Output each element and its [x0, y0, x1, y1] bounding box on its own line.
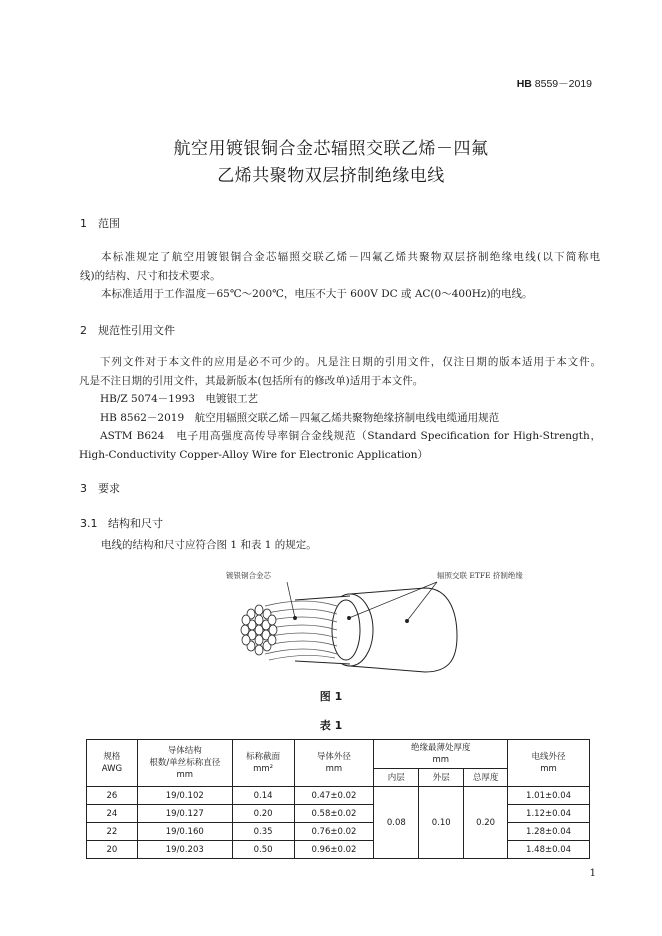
table-row: [87, 841, 590, 859]
figure-label-insulation: 辐照交联 ETFE 挤制绝缘: [437, 571, 523, 580]
reference-item-cont: High-Conductivity Copper-Alloy Wire for Electronic Application）: [79, 448, 429, 461]
table-header-row: [87, 740, 590, 769]
header-unit: mm: [540, 764, 557, 774]
header-total: 总厚度: [464, 769, 508, 787]
standard-prefix: HB: [516, 78, 532, 90]
cell-area: 0.20: [232, 805, 294, 823]
header-inner: 内层: [374, 769, 419, 787]
header-gauge: [87, 740, 138, 787]
header-outer: 外层: [419, 769, 464, 787]
cell-wire-od: 1.48±0.04: [508, 841, 590, 859]
table-row: [87, 823, 590, 841]
section-number: 3: [80, 482, 87, 495]
cell-awg: 22: [87, 823, 138, 841]
header-unit: mm: [325, 764, 343, 774]
cell-area: 0.14: [232, 787, 294, 805]
cell-wire-od: 1.01±0.04: [508, 787, 590, 805]
header-unit: mm²: [253, 764, 274, 774]
cell-area: 0.50: [232, 841, 294, 859]
header-wire-od: [508, 740, 590, 787]
paragraph-cont: 线)的结构、尺寸和技术要求。: [80, 269, 221, 282]
figure-caption: 图 1: [319, 690, 343, 703]
header-structure: [137, 740, 232, 787]
section-title: 规范性引用文件: [98, 324, 175, 337]
section-1-body: [80, 248, 600, 304]
header-area: [232, 740, 294, 787]
cell-awg: 26: [87, 787, 138, 805]
cell-conductor-od: 0.76±0.02: [294, 823, 374, 841]
paragraph: 本标准规定了航空用镀银铜合金芯辐照交联乙烯－四氟乙烯共聚物双层挤制绝缘电线(以下简称电: [101, 251, 600, 263]
header-text: 导体结构: [167, 746, 202, 756]
section-title: 要求: [98, 482, 120, 495]
cell-wire-od: 1.12±0.04: [508, 805, 590, 823]
cell-structure: 19/0.102: [137, 787, 232, 805]
figure-label-conductor: 镀银铜合金芯: [226, 571, 271, 580]
header-conductor-od: [294, 740, 374, 787]
section-title: 范围: [98, 217, 120, 230]
paragraph: 下列文件对于本文件的应用是必不可少的。凡是注日期的引用文件，仅注日期的版本适用于本文件。: [100, 356, 601, 368]
header-text: 标称截面: [246, 752, 281, 762]
section-1-heading: [80, 215, 120, 231]
cell-structure: 19/0.203: [137, 841, 232, 859]
header-subtext: 根数/单丝标称直径: [149, 758, 221, 768]
cell-total-thickness: 0.20: [464, 787, 508, 859]
paragraph: 电线的结构和尺寸应符合图 1 和表 1 的规定。: [101, 539, 317, 551]
standard-code: 8559－2019: [534, 78, 592, 90]
cell-structure: 19/0.127: [137, 805, 232, 823]
page-number: 1: [589, 868, 596, 879]
cell-structure: 19/0.160: [137, 823, 232, 841]
header-unit: AWG: [101, 764, 123, 774]
section-3-1-heading: [80, 515, 163, 531]
header-insulation: [374, 740, 508, 769]
table-row: [87, 805, 590, 823]
doc-title-line2: 乙烯共聚物双层挤制绝缘电线: [217, 166, 445, 186]
section-2-heading: [80, 322, 175, 338]
cell-awg: 20: [87, 841, 138, 859]
reference-item: HB/Z 5074－1993 电镀银工艺: [100, 393, 258, 405]
dimensions-table: [86, 739, 590, 859]
section-title: 结构和尺寸: [108, 517, 163, 530]
header-unit: mm: [176, 770, 194, 780]
section-number: 2: [80, 324, 87, 337]
section-number: 3.1: [80, 517, 98, 530]
standard-number: [517, 76, 592, 91]
cell-outer-thickness: 0.10: [419, 787, 464, 859]
table-caption: 表 1: [319, 719, 343, 732]
cell-wire-od: 1.28±0.04: [508, 823, 590, 841]
section-3-heading: [80, 480, 120, 496]
cell-awg: 24: [87, 805, 138, 823]
cell-conductor-od: 0.58±0.02: [294, 805, 374, 823]
section-number: 1: [80, 217, 87, 230]
table-row: [87, 787, 590, 805]
doc-title-line1: 航空用镀银铜合金芯辐照交联乙烯－四氟: [173, 139, 489, 159]
header-text: 电线外径: [531, 752, 566, 762]
cell-conductor-od: 0.96±0.02: [294, 841, 374, 859]
section-2-body: [79, 353, 601, 464]
paragraph-cont: 凡是不注日期的引用文件，其最新版本(包括所有的修改单)适用于本文件。: [79, 374, 424, 387]
header-text: 规格: [103, 752, 121, 762]
header-text: 导体外径: [316, 752, 351, 762]
paragraph: 本标准适用于工作温度－65℃～200℃，电压不大于 600V DC 或 AC(0～400Hz)的电线。: [101, 288, 533, 300]
cell-area: 0.35: [232, 823, 294, 841]
header-unit: mm: [432, 755, 449, 765]
header-text: 绝缘最薄处厚度: [410, 743, 471, 753]
reference-item: HB 8562－2019 航空用辐照交联乙烯－四氟乙烯共聚物绝缘挤制电线电缆通用规范: [100, 411, 500, 424]
wire-cross-section-figure: [225, 566, 545, 681]
cell-conductor-od: 0.47±0.02: [294, 787, 374, 805]
reference-item: ASTM B624 电子用高强度高传导率铜合金线规范（Standard Specification for High-Strength，: [100, 430, 601, 442]
cell-inner-thickness: 0.08: [374, 787, 419, 859]
conductor-strand-ends: [241, 605, 277, 655]
